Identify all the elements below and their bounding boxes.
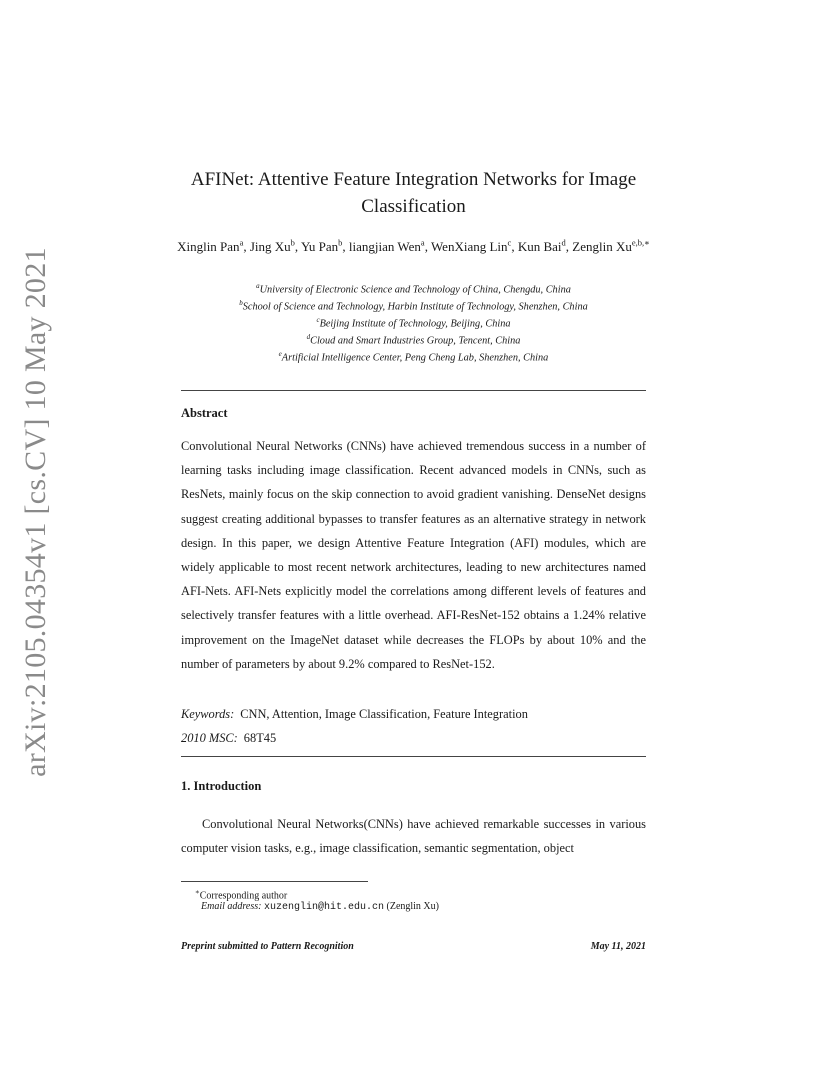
introduction-text: Convolutional Neural Networks(CNNs) have achieved remarkable successes in various computer vision tasks, e.g., image classification, semantic segmentation, object [181, 817, 646, 856]
paper-title: AFINet: Attentive Feature Integration Networks for Image Classification [190, 169, 637, 217]
affiliation: $^d$Cloud and Smart Industries Group, Tencent, China [306, 333, 521, 347]
keywords-label: Keywords: [181, 707, 235, 721]
msc-value: 68T45 [243, 731, 277, 745]
abstract-heading: Abstract [181, 406, 228, 420]
footnote-rule [181, 881, 368, 882]
affiliation: $^c$Beijing Institute of Technology, Beijing, China [316, 316, 511, 330]
affiliation: $^e$Artificial Intelligence Center, Peng Cheng Lab, Shenzhen, China [278, 350, 549, 364]
author: Kun Bai$^d$, [517, 238, 573, 255]
abstract-bottom-rule [181, 756, 646, 757]
footnote-corresponding: ∗Corresponding author [195, 888, 288, 902]
author: Jing Xu$^b$, [249, 238, 301, 255]
section-heading-introduction: 1. Introduction [181, 779, 262, 793]
author: WenXiang Lin$^c$, [430, 238, 518, 255]
msc-label: 2010 MSC: [181, 731, 238, 745]
email-link[interactable]: xuzenglin@hit.edu.cn [263, 902, 384, 913]
footnote-email: Email address: xuzenglin@hit.edu.cn (Zenglin Xu) [201, 901, 439, 913]
footer-preprint-note: Preprint submitted to Pattern Recognition [181, 941, 354, 952]
msc-classification [181, 730, 646, 746]
author: Zenglin $Xu^{e,b,∗}$ [572, 238, 650, 255]
author: Xinglin Pan$^a$, [177, 238, 250, 255]
footer-date: May 11, 2021 [590, 941, 646, 952]
author-list [175, 234, 652, 256]
author: Yu Pan$^b$, [300, 238, 349, 255]
arxiv-identifier-sidebar: arXiv:2105.04354v1 [cs.CV] 10 May 2021 [19, 247, 52, 777]
abstract-text: Convolutional Neural Networks (CNNs) have achieved tremendous success in a number of learning tasks including image classification. Recent advanced models in CNNs, such as ResNets, mainly focus on the skip connection to avoid gradient vanishing. DenseNet designs suggest creating additional bypasses to transfer features as an alternative strategy in network design. In this paper, we design Attentive Feature Integration (AFI) modules, which are widely applicable to most recent network architectures, leading to new architectures named AFI-Nets. AFI-Nets explicitly model the correlations among different levels of features and selectively transfer features with a little overhead. AFI-ResNet-152 obtains a 1.24% relative improvement on the ImageNet dataset while decreases the FLOPs by about 10% and the number of parameters by about 9.2% compared to ResNet-152. [181, 439, 646, 671]
affiliation: $^b$School of Science and Technology, Harbin Institute of Technology, Shenzhen, China [239, 299, 588, 313]
keywords [181, 706, 646, 722]
author: liangjian Wen$^a$, [348, 238, 431, 255]
affiliation-list [181, 280, 646, 365]
keywords-value: CNN, Attention, Image Classification, Feature Integration [240, 707, 528, 721]
affiliation: $^a$University of Electronic Science and Technology of China, Chengdu, China [256, 282, 571, 296]
abstract-top-rule [181, 390, 646, 391]
